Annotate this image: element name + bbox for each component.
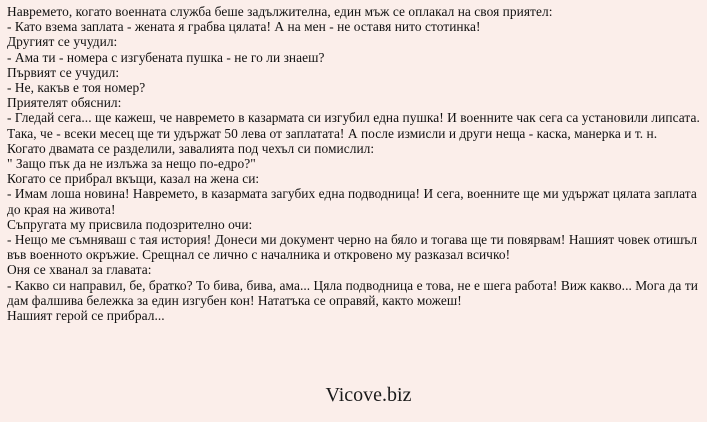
joke-line: - Имам лоша новина! Навремето, в казармата загубих една подводница! И сега, военните ще ми удържат цялата заплата до края на живота! bbox=[7, 186, 697, 217]
joke-line: - Какво си направил, бе, братко? То бива, бива, ама... Цяла подводница е това, не е шега работа! Виж какво... Мога да ти дам фалшива бележка за един изгубен кон! Нататъка се оправяй, както можеш! bbox=[7, 277, 698, 308]
joke-line: Първият се учудил: bbox=[7, 64, 120, 80]
joke-text bbox=[7, 4, 701, 323]
joke-line: - Гледай сега... ще кажеш, че навремето в казармата си изгубил една пушка! И военните чак сега са установили липсата. Така, че - всеки месец ще ти удържат 50 лева от заплатата! А после измисли и други неща - каска, манерка и т. н. bbox=[7, 110, 700, 141]
joke-line: Нашият герой се прибрал... bbox=[7, 308, 165, 324]
joke-line: - Ама ти - номера с изгубената пушка - не го ли знаеш? bbox=[7, 49, 325, 65]
joke-line: Съпругата му присвила подозрително очи: bbox=[7, 216, 253, 232]
joke-line: Когато двамата се разделили, завалията под чехъл си помислил: bbox=[7, 140, 375, 156]
joke-line: - Нещо ме съмняваш с тая история! Донеси ми документ черно на бяло и тогава ще ти повярвам! Нашият човек отишъл във военното окръжие. Срещнал се лично с началника и откровено му разказал всичко! bbox=[7, 232, 698, 263]
watermark-text: Vicove.biz bbox=[325, 384, 412, 406]
joke-line: Навремето, когато военната служба беше задължителна, един мъж се оплакал на своя приятел: bbox=[7, 4, 553, 19]
joke-line: Приятелят обяснил: bbox=[7, 95, 122, 111]
joke-line: Другият се учудил: bbox=[7, 34, 118, 50]
joke-line: Оня се хванал за главата: bbox=[7, 262, 152, 278]
joke-line: - Не, какъв е тоя номер? bbox=[7, 80, 146, 96]
joke-line: - Като взема заплата - жената я грабва цялата! А на мен - не оставя нито стотинка! bbox=[7, 19, 481, 35]
joke-line: Когато се прибрал вкъщи, казал на жена си: bbox=[7, 171, 260, 187]
joke-line: " Защо пък да не излъжа за нещо по-едро?" bbox=[7, 156, 256, 172]
site-watermark bbox=[0, 384, 707, 407]
